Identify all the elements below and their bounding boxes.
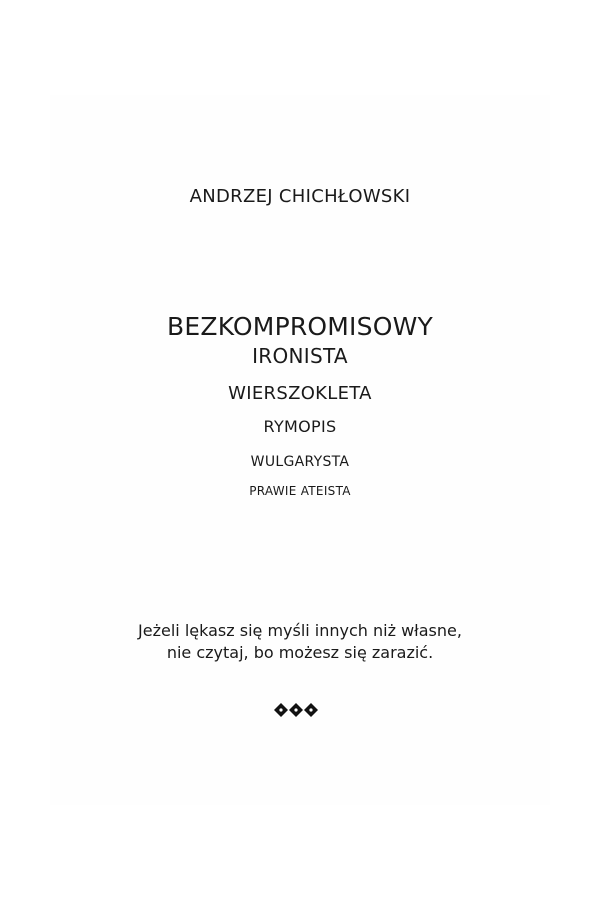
epigraph — [0, 620, 600, 664]
title-line-6: PRAWIE ATEISTA — [249, 484, 351, 498]
title-line-5: WULGARYSTA — [250, 454, 350, 470]
author-name: ANDRZEJ CHICHŁOWSKI — [189, 186, 411, 207]
title-line-3: WIERSZOKLETA — [228, 383, 372, 404]
title-line-4: RYMOPIS — [263, 417, 337, 436]
epigraph-line-2: nie czytaj, bo możesz się zarazić. — [166, 643, 434, 662]
title-line-1: BEZKOMPROMISOWY — [167, 312, 433, 341]
publisher-logo-icon — [274, 703, 318, 717]
title-line-2: IRONISTA — [252, 344, 348, 368]
epigraph-line-1: Jeżeli lękasz się myśli innych niż własne, — [138, 621, 462, 640]
